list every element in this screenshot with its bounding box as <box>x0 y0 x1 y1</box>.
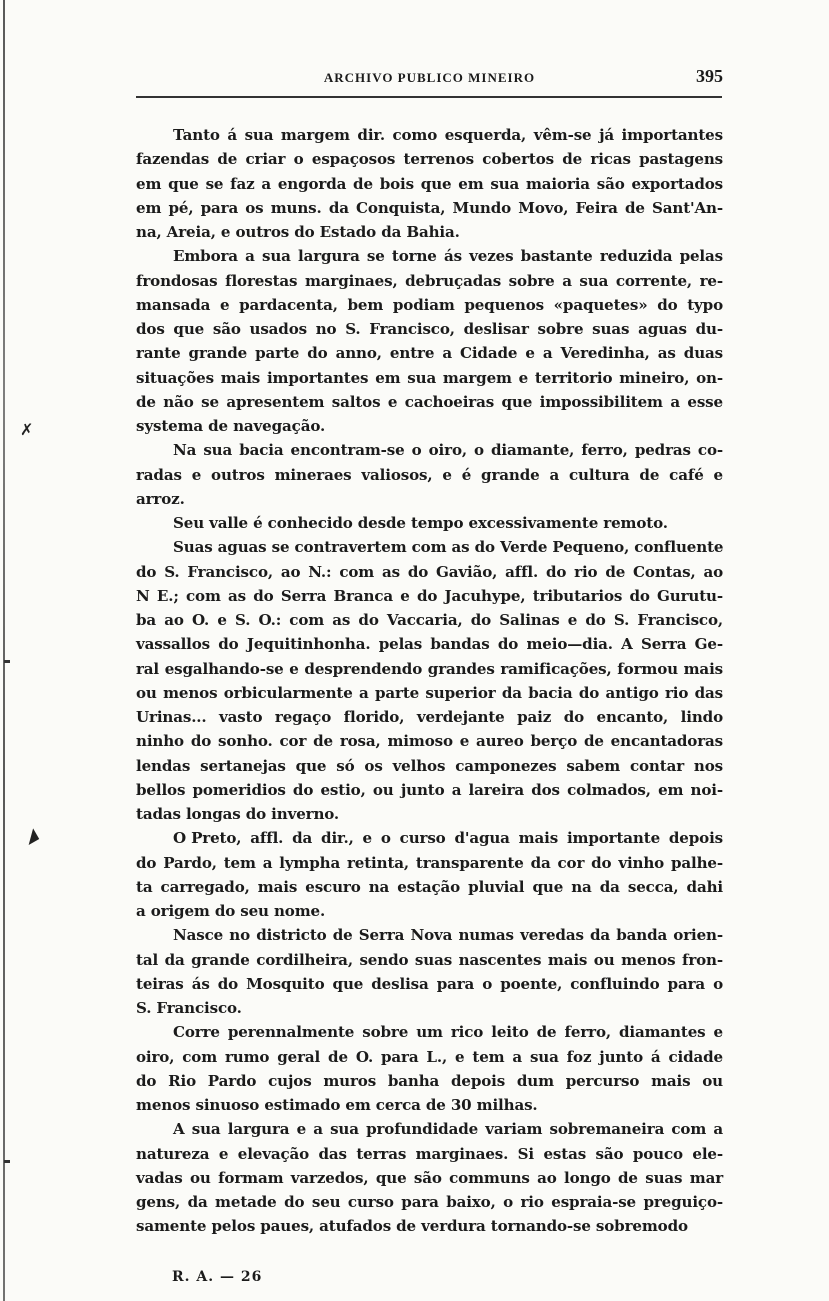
body-text <box>136 123 723 1239</box>
text-line: em pé, para os muns. da Conquista, Mundo Movo, Feira de Sant'An- <box>136 198 723 217</box>
text-line: N E.; com as do Serra Branca e do Jacuhype, tributarios do Gurutu- <box>136 586 723 605</box>
text-line: lendas sertanejas que só os velhos camponezes sabem contar nos <box>136 756 723 775</box>
paragraph <box>136 123 723 244</box>
page-header <box>136 66 723 92</box>
margin-mark: ✗ <box>20 420 34 439</box>
signature-mark: R. A. — 26 <box>172 1269 263 1285</box>
text-line: Embora a sua largura se torne ás vezes bastante reduzida pelas <box>173 247 723 266</box>
margin-tick <box>4 1160 10 1163</box>
scan-edge-line <box>3 0 5 1301</box>
text-line: rante grande parte do anno, entre a Cidade e a Veredinha, as duas <box>136 344 723 363</box>
text-line: ral esgalhando-se e desprendendo grandes ramificações, formou mais <box>136 659 723 678</box>
text-line: em que se faz a engorda de bois que em sua maioria são exportados <box>136 174 723 193</box>
running-title: ARCHIVO PUBLICO MINEIRO <box>323 70 536 85</box>
text-line: mansada e pardacenta, bem podiam pequenos «paquetes» do typo <box>136 295 723 314</box>
text-line: natureza e elevação das terras marginaes. Si estas são pouco ele- <box>136 1144 723 1163</box>
text-line: situações mais importantes em sua margem e territorio mineiro, on- <box>136 368 723 387</box>
text-line: arroz. <box>136 489 185 508</box>
text-line: dos que são usados no S. Francisco, deslisar sobre suas aguas du- <box>136 320 723 338</box>
paragraph <box>136 244 723 438</box>
text-line: samente pelos paues, atufados de verdura tornando-se sobremodo <box>136 1217 688 1236</box>
text-line: radas e outros mineraes valiosos, e é grande a cultura de café e <box>136 465 723 484</box>
text-line <box>136 826 723 850</box>
text-line: ou menos orbicularmente a parte superior da bacia do antigo rio das <box>136 683 723 702</box>
text-line: ba ao O. e S. O.: com as do Vaccaria, do Salinas e do S. Francisco, <box>136 611 723 629</box>
text-run: affl. da dir., e o curso d'agua mais importante depois <box>241 829 723 848</box>
text-line: ta carregado, mais escuro na estação pluvial que na da secca, dahi <box>136 877 723 896</box>
header-rule <box>136 96 722 98</box>
margin-tick <box>4 660 10 663</box>
text-line: Corre perennalmente sobre um rico leito de ferro, diamantes e <box>173 1023 723 1042</box>
text-line: tal da grande cordilheira, sendo suas nascentes mais ou menos fron- <box>136 950 723 969</box>
text-line: do Rio Pardo cujos muros banha depois dum percurso mais ou <box>136 1071 723 1090</box>
page-number: 395 <box>696 66 723 86</box>
text-line: Nasce no districto de Serra Nova numas veredas da banda orien- <box>173 926 723 945</box>
text-line: ninho do sonho. cor de rosa, mimoso e aureo berço de encantadoras <box>136 732 723 751</box>
margin-mark: ◢ <box>20 824 41 847</box>
text-line: a origem do seu nome. <box>136 902 326 920</box>
paragraph <box>136 1117 723 1238</box>
text-line: Na sua bacia encontram-se o oiro, o diamante, ferro, pedras co- <box>173 441 723 460</box>
text-line: na, Areia, e outros do Estado da Bahia. <box>136 223 460 241</box>
text-line: Suas aguas se contravertem com as do Verde Pequeno, confluente <box>173 538 724 557</box>
paragraph <box>136 438 723 511</box>
text-line: oiro, com rumo geral de O. para L., e tem a sua foz junto á cidade <box>136 1047 723 1066</box>
paragraph <box>136 826 723 923</box>
text-line: menos sinuoso estimado em cerca de 30 milhas. <box>136 1096 538 1114</box>
text-line: gens, da metade do seu curso para baixo, o rio espraia-se preguiço- <box>136 1193 723 1211</box>
paragraph <box>136 923 723 1020</box>
text-line: Tanto á sua margem dir. como esquerda, vêm-se já importantes <box>173 126 723 144</box>
text-line: do Pardo, tem a lympha retinta, transparente da cor do vinho palhe- <box>136 853 723 872</box>
text-line: vassallos do Jequitinhonha. pelas bandas do meio—dia. A Serra Ge- <box>136 635 723 654</box>
river-name-lead: O Preto, <box>173 829 242 848</box>
text-line: teiras ás do Mosquito que deslisa para o poente, confluindo para o <box>136 974 723 993</box>
text-line: systema de navegação. <box>136 417 326 435</box>
text-line: do S. Francisco, ao N.: com as do Gavião, affl. do rio de Contas, ao <box>136 562 723 581</box>
text-line: Urinas... vasto regaço florido, verdejante paiz do encanto, lindo <box>136 708 723 726</box>
text-line: S. Francisco. <box>136 999 242 1017</box>
text-line: Seu valle é conhecido desde tempo excessivamente remoto. <box>173 514 668 532</box>
text-line: bellos pomeridios do estio, ou junto a lareira dos colmados, em noi- <box>136 780 723 799</box>
text-line: de não se apresentem saltos e cachoeiras que impossibilitem a esse <box>136 392 723 411</box>
paragraph <box>136 535 723 826</box>
paragraph <box>136 1020 723 1117</box>
text-line: tadas longas do inverno. <box>136 805 340 823</box>
paragraph <box>136 511 723 535</box>
text-line: A sua largura e a sua profundidade variam sobremaneira com a <box>173 1120 723 1139</box>
text-line: frondosas florestas marginaes, debruçadas sobre a sua corrente, re- <box>136 271 723 290</box>
text-line: vadas ou formam varzedos, que são communs ao longo de suas mar <box>136 1168 723 1187</box>
text-line: fazendas de criar o espaçosos terrenos cobertos de ricas pastagens <box>136 150 723 169</box>
